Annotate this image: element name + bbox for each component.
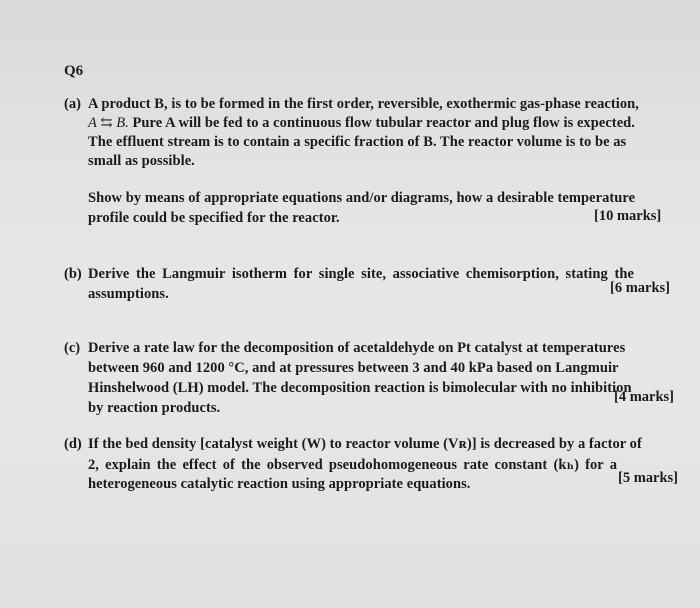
part-c-marks: [4 marks] (614, 389, 675, 405)
part-a-line-4: small as possible. (88, 153, 195, 169)
part-b-line-2: assumptions. (88, 286, 169, 302)
part-a-line-3: The effluent stream is to contain a specific fraction of B. The reactor volume is to be as (88, 134, 627, 150)
part-a-marks: [10 marks] (594, 208, 662, 224)
reaction-equation: A ⇆ B. (88, 115, 129, 131)
part-d-marks: [5 marks] (618, 470, 679, 486)
part-a-line-2-wrap (88, 115, 635, 132)
part-c-label: (c) (64, 340, 81, 356)
part-c-line-2: between 960 and 1200 °C, and at pressures between 3 and 40 kPa based on Langmuir (88, 360, 619, 376)
part-d-line-3: heterogeneous catalytic reaction using appropriate equations. (88, 476, 471, 492)
part-a-line-5: Show by means of appropriate equations and/or diagrams, how a desirable temperature (88, 190, 636, 206)
part-c-line-1: Derive a rate law for the decomposition of acetaldehyde on Pt catalyst at temperatures (88, 340, 626, 356)
question-number: Q6 (64, 63, 84, 79)
part-a-label: (a) (64, 96, 81, 112)
part-c-line-4: by reaction products. (88, 400, 221, 416)
part-d-line-1: If the bed density [catalyst weight (W) to reactor volume (Vʀ)] is decreased by a factor of (88, 436, 642, 452)
part-a-line-1: A product B, is to be formed in the first order, reversible, exothermic gas-phase reaction, (88, 96, 639, 112)
part-a-line-2: Pure A will be fed to a continuous flow tubular reactor and plug flow is expected. (132, 115, 635, 131)
part-b-label: (b) (64, 266, 82, 282)
part-d-line-2: 2, explain the effect of the observed pseudohomogeneous rate constant (kₕ) for a (88, 457, 618, 473)
part-b-line-1: Derive the Langmuir isotherm for single site, associative chemisorption, stating the (88, 266, 634, 282)
part-b-marks: [6 marks] (610, 280, 671, 296)
part-a-line-6: profile could be specified for the reactor. (88, 210, 340, 226)
part-d-label: (d) (64, 436, 82, 452)
part-c-line-3: Hinshelwood (LH) model. The decomposition reaction is bimolecular with no inhibition (88, 380, 632, 396)
